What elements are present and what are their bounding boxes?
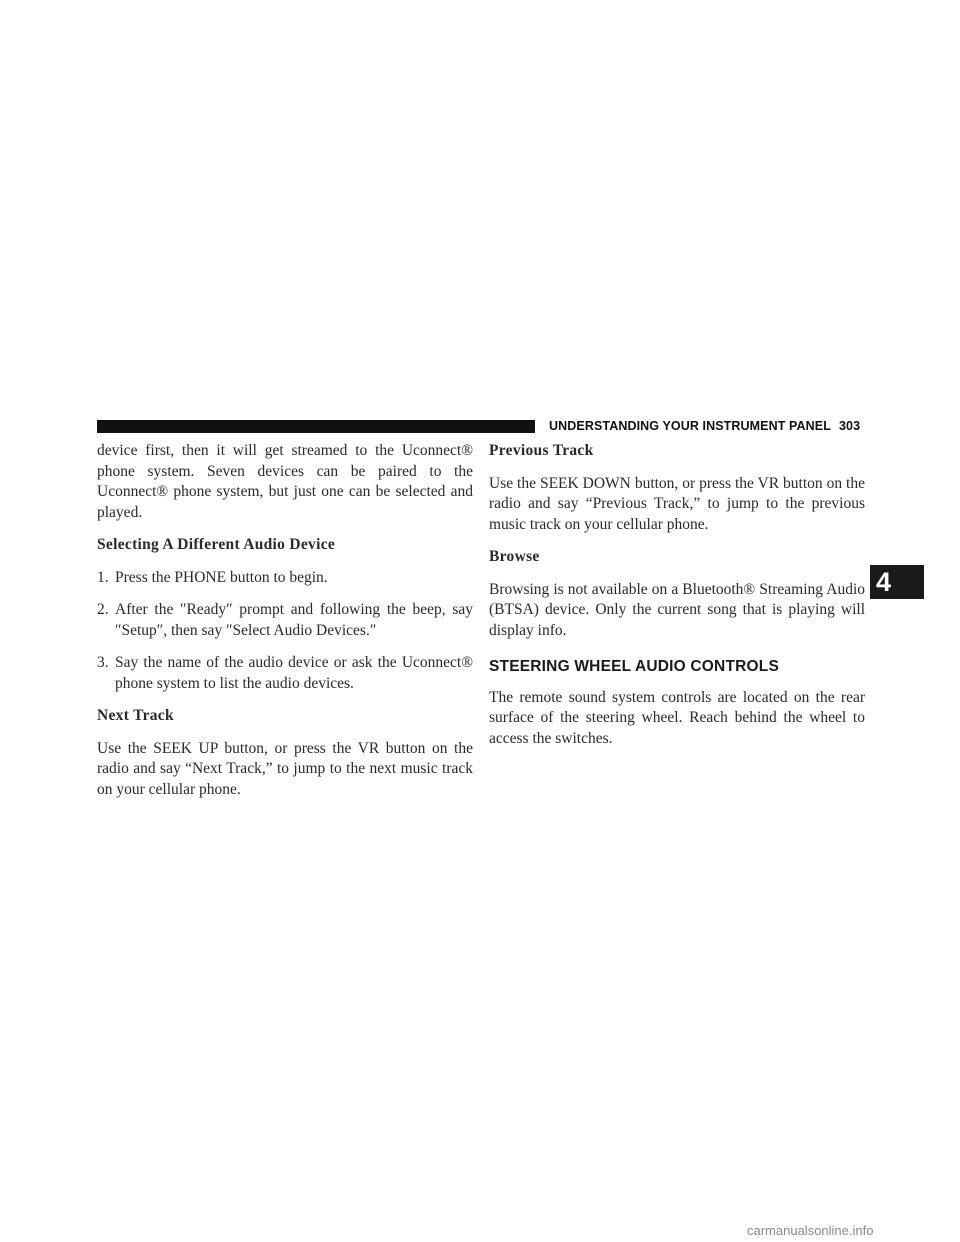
step-text: After the ″Ready″ prompt and following the beep, say ″Setup″, then say ″Select Audio Devices.″ bbox=[115, 601, 473, 639]
step-text: Press the PHONE button to begin. bbox=[115, 568, 328, 586]
step-number: 2. bbox=[97, 601, 109, 618]
header-title: UNDERSTANDING YOUR INSTRUMENT PANEL bbox=[549, 419, 831, 433]
step-text: Say the name of the audio device or ask the Uconnect® phone system to list the audio devices. bbox=[115, 654, 473, 692]
page-number: 303 bbox=[838, 419, 861, 433]
steering-wheel-paragraph: The remote sound system controls are located on the rear surface of the steering wheel. Reach behind the wheel to access the switches. bbox=[489, 688, 865, 747]
header-rule bbox=[97, 420, 535, 433]
intro-paragraph: device first, then it will get streamed to the Uconnect® phone system. Seven devices can be paired to the Uconnect® phone system, but just one can be selected and played. bbox=[97, 442, 473, 521]
browse-paragraph: Browsing is not available on a Bluetooth® Streaming Audio (BTSA) device. Only the current song that is playing will display info. bbox=[489, 580, 865, 639]
right-column bbox=[489, 441, 865, 761]
browse-heading: Browse bbox=[489, 548, 540, 565]
selecting-audio-device-heading: Selecting A Different Audio Device bbox=[97, 536, 336, 553]
previous-track-heading: Previous Track bbox=[489, 442, 594, 459]
step-number: 1. bbox=[97, 568, 109, 586]
chapter-tab: 4 bbox=[870, 565, 924, 599]
watermark: carmanualsonline.info bbox=[747, 1223, 874, 1238]
step-number: 3. bbox=[97, 654, 109, 671]
next-track-paragraph: Use the SEEK UP button, or press the VR button on the radio and say “Next Track,” to jump to the next music track on your cellular phone. bbox=[97, 739, 473, 798]
left-column bbox=[97, 441, 473, 812]
list-item bbox=[97, 653, 473, 694]
list-item bbox=[97, 568, 473, 589]
running-header bbox=[549, 419, 860, 433]
previous-track-paragraph: Use the SEEK DOWN button, or press the VR button on the radio and say “Previous Track,” to jump to the previous music track on your cellular phone. bbox=[489, 474, 865, 533]
next-track-heading: Next Track bbox=[97, 707, 174, 724]
steering-wheel-controls-heading: STEERING WHEEL AUDIO CONTROLS bbox=[489, 658, 779, 675]
list-item bbox=[97, 600, 473, 641]
